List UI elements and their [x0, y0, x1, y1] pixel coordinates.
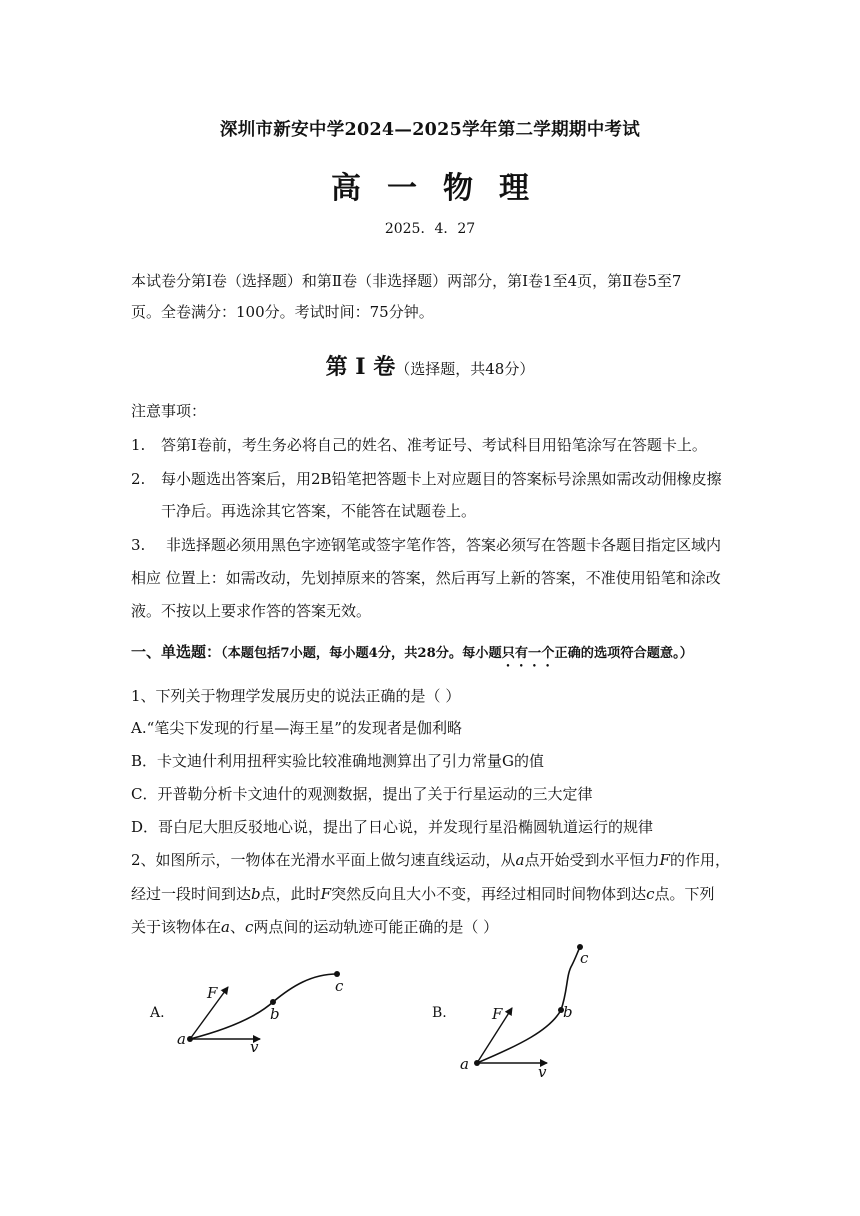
q2-text: 点开始受到水平恒力 — [524, 851, 660, 869]
volume-title: 第 I 卷 — [325, 354, 396, 380]
q2-var-f: F — [320, 885, 332, 903]
q2-var-c: c — [244, 918, 254, 936]
intro-line-2: 页。全卷满分：100分。考试时间：75分钟。 — [131, 303, 434, 321]
point-a — [187, 1036, 193, 1042]
q2-stem-line-2 — [131, 884, 715, 904]
q2-text: 2、如图所示，一物体在光滑水平面上做匀速直线运动，从 — [131, 851, 516, 869]
section-title: 一、单选题： — [131, 643, 222, 661]
label-c: c — [335, 977, 344, 995]
q1-option-c: C．开普勒分析卡文迪什的观测数据，提出了关于行星运动的三大定律 — [131, 785, 593, 803]
q2-var-f: F — [659, 851, 670, 869]
subject-title: 高一物理 — [331, 171, 555, 206]
volume-subtitle: （选择题，共48分） — [395, 360, 535, 378]
notice-item-3-line-2: 相应 位置上：如需改动，先划掉原来的答案，然后再写上新的答案，不准使用铅笔和涂改 — [131, 569, 721, 587]
q1-option-b: B．卡文迪什利用扭秤实验比较准确地测算出了引力常量G的值 — [131, 752, 545, 770]
label-b: b — [270, 1005, 280, 1023]
q2-text: 经过一段时间到达 — [131, 885, 252, 903]
label-f: F — [492, 1005, 503, 1023]
label-b: b — [563, 1003, 573, 1021]
q2-stem-line-3 — [131, 917, 498, 937]
q2-text: 点，此时 — [260, 885, 321, 903]
point-a — [474, 1060, 480, 1066]
q2-figure-b — [420, 935, 620, 1085]
notice-heading: 注意事项： — [131, 402, 207, 420]
label-f: F — [207, 984, 218, 1002]
section-heading — [131, 642, 693, 670]
option-label: B. — [432, 1005, 447, 1021]
label-v: v — [538, 1063, 547, 1081]
notice-num-3: 3. — [131, 536, 146, 554]
notice-num-1: 1. — [131, 436, 146, 454]
q2-text: 、 — [229, 918, 245, 936]
q2-var-c: c — [646, 885, 655, 903]
section-desc-emphasis: 只有一个 — [501, 646, 555, 661]
volume-heading — [0, 350, 860, 381]
q2-stem-line-1 — [131, 850, 730, 870]
notice-item-3-line-1: 非选择题必须用黑色字迹钢笔或签字笔作答，答案必须写在答题卡各题目指定区域内 — [166, 536, 722, 554]
section-desc-a: （本题包括7小题，每小题4分，共28分。每小题 — [221, 646, 502, 661]
q2-text: 突然反向且大小不变，再经过相同时间物体到达 — [331, 885, 647, 903]
label-a: a — [460, 1055, 469, 1073]
notice-item-3-line-3: 液。不按以上要求作答的答案无效。 — [131, 602, 372, 620]
q1-option-d: D．哥白尼大胆反驳地心说，提出了日心说，并发现行星沿椭圆轨道运行的规律 — [131, 818, 654, 836]
exam-title: 深圳市新安中学2024—2025学年第二学期期中考试 — [219, 120, 641, 140]
exam-date: 2025．4．27 — [384, 221, 476, 237]
q2-text: 关于该物体在 — [131, 918, 222, 936]
intro-line-1: 本试卷分第Ⅰ卷（选择题）和第Ⅱ卷（非选择题）两部分，第Ⅰ卷1至4页，第Ⅱ卷5至7 — [131, 272, 682, 290]
q1-option-a: A.“笔尖下发现的行星—海王星”的发现者是伽利略 — [131, 719, 462, 737]
q2-var-a: a — [221, 918, 230, 936]
notice-item-1-line-1: 答第I卷前，考生务必将自己的姓名、准考证号、考试科目用铅笔涂写在答题卡上。 — [161, 436, 707, 454]
q2-text: 的作用， — [669, 851, 730, 869]
label-c: c — [580, 949, 589, 967]
q2-var-b: b — [251, 885, 261, 903]
option-label: A. — [150, 1005, 165, 1021]
q2-var-a: a — [515, 851, 525, 869]
notice-item-2-line-2: 干净后。再选涂其它答案，不能答在试题卷上。 — [161, 502, 477, 520]
label-a: a — [177, 1030, 186, 1048]
notice-item-2-line-1: 每小题选出答案后，用2B铅笔把答题卡上对应题目的答案标号涂黑如需改动佣橡皮擦 — [161, 470, 722, 488]
q2-text: 两点间的运动轨迹可能正确的是（ ） — [253, 918, 499, 936]
notice-num-2: 2. — [131, 470, 146, 488]
q2-text: 点。下列 — [654, 885, 715, 903]
q1-stem: 1、下列关于物理学发展历史的说法正确的是（ ） — [131, 687, 461, 705]
section-desc-b: 正确的选项符合题意。） — [554, 646, 693, 661]
q2-figure-a — [140, 960, 380, 1060]
label-v: v — [250, 1038, 259, 1056]
